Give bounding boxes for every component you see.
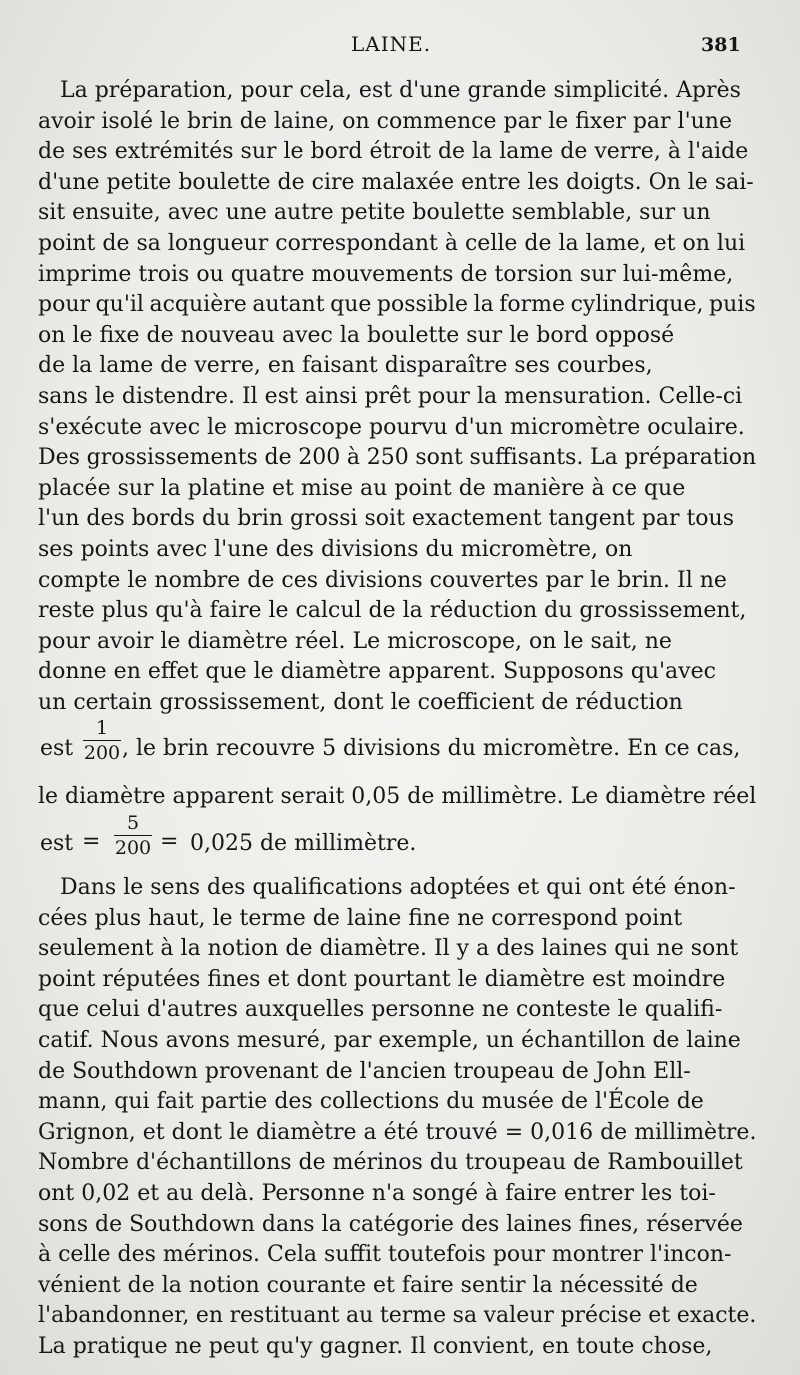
fraction-numerator: 5 [126,812,140,835]
text-line: ses points avec l'une des divisions du micromètre, on [38,536,633,562]
text-line: La pratique ne peut qu'y gagner. Il convient, en toute chose, [38,1333,713,1359]
fraction-bar [83,740,121,741]
fraction-line-1 [38,718,756,778]
fraction-suffix: 0,025 de millimètre. [190,831,417,857]
text-line: catif. Nous avons mesuré, par exemple, un échantillon de laine [38,1028,741,1054]
page-number: 381 [701,34,741,56]
fraction-numerator: 1 [95,717,109,740]
text-line: sons de Southdown dans la catégorie des laines fines, réservée [38,1211,743,1237]
text-line: point réputées fines et dont pourtant le diamètre est moindre [38,966,726,992]
text-line: reste plus qu'à faire le calcul de la réduction du grossissement, [38,598,747,624]
fraction-prefix: est [40,831,74,857]
fraction-denominator: 200 [83,742,121,765]
text-line: compte le nombre de ces divisions couvertes par le brin. Il ne [38,567,727,593]
text-line: donne en effet que le diamètre apparent. Supposons qu'avec [38,659,716,685]
text-line: seulement à la notion de diamètre. Il y a des laines qui ne sont [38,936,739,962]
fraction-denominator: 200 [114,837,152,860]
fraction-one-over-200 [83,718,121,763]
text-line: que celui d'autres auxquelles personne ne conteste le qualifi- [38,997,723,1023]
text-line: Grignon, et dont le diamètre a été trouvé = 0,016 de millimètre. [38,1119,757,1145]
text-line: sans le distendre. Il est ainsi prêt pour la mensuration. Celle-ci [38,383,743,409]
fraction-prefix: est [40,736,74,762]
text-line: à celle des mérinos. Cela suffit toutefois pour montrer l'incon- [38,1242,732,1268]
equals-sign: = [160,829,179,855]
text-line: Des grossissements de 200 à 250 sont suffisants. La préparation [38,445,757,471]
text-line: imprime trois ou quatre mouvements de torsion sur lui-même, [38,261,734,287]
paragraph-measurement [38,76,756,718]
text-line: mann, qui fait partie des collections du musée de l'École de [38,1089,704,1115]
text-line: point de sa longueur correspondant à celle de la lame, et on lui [38,230,746,256]
fraction-suffix: , le brin recouvre 5 divisions du micromètre. En ce cas, [122,736,741,762]
text-line: placée sur la platine et mise au point de manière à ce que [38,475,686,501]
text-line: ont 0,02 et au delà. Personne n'a songé à faire entrer les toi- [38,1181,716,1206]
text-line: sit ensuite, avec une autre petite boulette semblable, sur un [38,200,711,226]
text-line: La préparation, pour cela, est d'une grande simplicité. Après [60,78,741,103]
equals-sign: = [82,829,101,855]
text-line: s'exécute avec le microscope pourvu d'un micromètre oculaire. [38,414,745,440]
text-line: cées plus haut, le terme de laine fine ne correspond point [38,905,683,931]
text-line: l'abandonner, en restituant au terme sa valeur précise et exacte. [38,1303,757,1329]
text-line: avoir isolé le brin de laine, on commence par le fixer par l'une [38,108,732,134]
text-line: le diamètre apparent serait 0,05 de millimètre. Le diamètre réel [38,784,757,810]
text-line: de ses extrémités sur le bord étroit de la lame de verre, à l'aide [38,139,749,165]
body-text [38,76,756,1363]
text-line: de Southdown provenant de l'ancien troupeau de John Ell- [38,1058,691,1084]
text-line: pour qu'il acquière autant que possible la forme cylindrique, puis [38,292,756,318]
text-line: on le fixe de nouveau avec la boulette sur le bord opposé [38,322,675,348]
paragraph-qualifications [38,873,756,1363]
text-line: Nombre d'échantillons de mérinos du troupeau de Rambouillet [38,1150,743,1176]
text-line: pour avoir le diamètre réel. Le microscope, on le sait, ne [38,628,672,654]
text-line: d'une petite boulette de cire malaxée entre les doigts. On le sai- [38,169,754,195]
fraction-bar [114,835,152,836]
page-header [0,28,800,62]
text-line: un certain grossissement, dont le coefficient de réduction [38,689,683,715]
fraction-line-2 [38,813,756,873]
fraction-five-over-200 [114,813,152,858]
running-head: LAINE. [351,32,432,56]
text-line: Dans le sens des qualifications adoptées et qui ont été énon- [60,875,736,901]
text-line: vénient de la notion courante et faire sentir la nécessité de [38,1272,698,1298]
text-line: de la lame de verre, en faisant disparaître ses courbes, [38,353,653,379]
text-line: l'un des bords du brin grossi soit exactement tangent par tous [38,506,735,532]
